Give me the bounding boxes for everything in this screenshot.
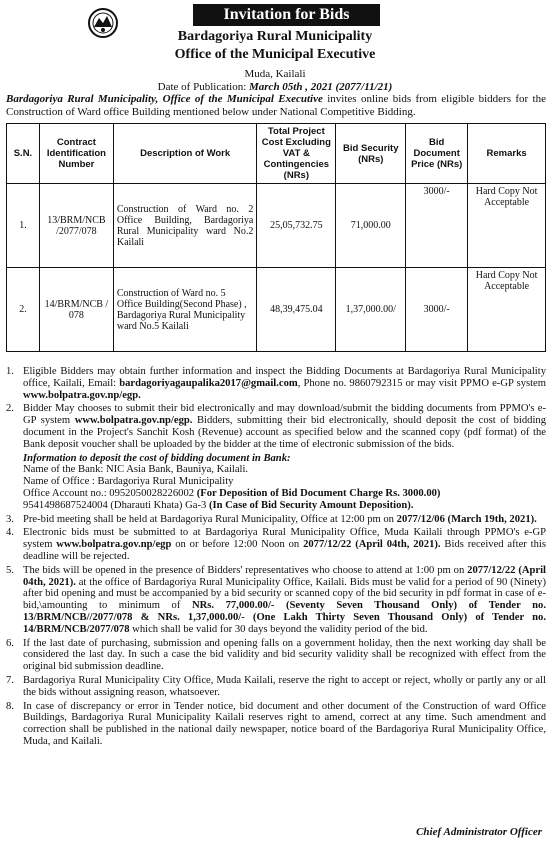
header-sn: S.N. <box>7 124 40 184</box>
office-name: Office of the Municipal Executive <box>174 47 376 62</box>
bank-info: Information to deposit the cost of bidding document in Bank: Name of the Bank: NIC Asia Bank, Bauniya, Kailali. Name of Office : Bardagoriya Rural Municipality Office Account no.: 0952050028226002 (For Deposition of Bid Document Charge Rs. 3000.00) 9541498687524004 (Dharauti Khata) Ga-3 (In Case of Bid Security Amount Deposition). <box>23 452 441 511</box>
org-name: Bardagoriya Rural Municipality <box>177 29 373 44</box>
header-cost: Total Project Cost Excluding VAT & Contingencies (NRs) <box>257 124 336 184</box>
header-remarks: Remarks <box>468 124 546 184</box>
note-4: 4. Electronic bids must be submitted to at Bardagoriya Rural Municipality Office, Muda Kailali through PPMO's e-GP system www.bolpatra.gov.np/egp on or before 12:00 Noon on 2077/12/22 (April 04th, 2021). Bids received after this deadline will be rejected. <box>6 527 546 562</box>
notes-list <box>6 366 546 750</box>
signature: Chief Administrator Officer <box>416 826 542 838</box>
note-7: 7. Bardagoriya Rural Municipality City Office, Muda Kailali, reserve the right to accept or reject, wholly or partly any or all the bids without assigning reason, whatsoever. <box>6 674 546 698</box>
header-price: Bid Document Price (NRs) <box>406 124 468 184</box>
intro-paragraph: Bardagoriya Rural Municipality, Office of the Municipal Executive invites online bids from eligible bidders for the Construction of Ward office Building mentioned below under National Competitive Bidding. <box>6 93 546 118</box>
table-row: 2. 14/BRM/NCB / 078 Construction of Ward no. 5 Office Building(Second Phase) , Bardagoriya Rural Municipality ward No.5 Kailali 48,39,475.04 1,37,000.00/ 3000/- Hard Copy Not Acceptable <box>7 268 546 352</box>
note-3: 3. Pre-bid meeting shall be held at Bardagoriya Rural Municipality, Office at 12:00 pm on 2077/12/06 (March 19th, 2021). <box>6 513 537 525</box>
header-contract: Contract Identification Number <box>39 124 113 184</box>
note-2: 2. Bidder May chooses to submit their bid electronically and may download/submit the bidding documents from PPMO's e-GP system www.bolpatra.gov.np/egp. Bidders, submitting their bid electronically, should deposit the cost of bidding document in the Project's Sanchit Kosh (Revenue) account as specified below and the scanned copy (pdf format) of the Bank deposit voucher shall be uploaded by the bidder at the time of electronic submission of the bids. <box>6 403 546 450</box>
bids-table <box>6 123 546 352</box>
banner-title: Invitation for Bids <box>193 4 380 26</box>
note-5: 5. The bids will be opened in the presence of Bidders' representatives who choose to attend at 1:00 pm on 2077/12/22 (April 04th, 2021). at the office of Bardagoriya Rural Municipality Office, Kailali. Bids must be valid for a period of 90 (Ninety) after bid opening and must be accompanied by a bid security or scanned copy of the bid security in pdf format in case of e-bid,\amounting to minimum of NRs. 77,000.00/- (Seventy Seven Thousand Only) of Tender no. 13/BRM/NCB//2077/078 & NRs. 1,37,000.00/- (One Lakh Thirty Seven Thousand Only) of Tender no. 14/BRM/NCB/2077/078 which shall be valid for 30 days beyond the validity period of the bid. <box>6 564 546 635</box>
header-security: Bid Security (NRs) <box>336 124 406 184</box>
publication-date: Date of Publication: March 05th , 2021 (2077/11/21) <box>157 81 393 93</box>
header-desc: Description of Work <box>113 124 257 184</box>
note-1: 1. Eligible Bidders may obtain further information and inspect the Bidding Documents at Bardagoriya Rural Municipality office, Kailali, Email: bardagoriyagaupalika2017@gmail.com, Phone no. 9860792315 or may visit PPMO e-GP system www.bolpatra.gov.np/egp. <box>6 366 547 401</box>
note-6: 6. If the last date of purchasing, submission and opening falls on a government holiday, then the next working day shall be considered the last day. In such a case the bid validity and bid security validity shall be recognized with effect from the original bid submission deadline. <box>6 637 546 673</box>
table-row: 1. 13/BRM/NCB /2077/078 Construction of Ward no. 2 Office Building, Bardagoriya Rural Municipality ward No.2 Kailali 25,05,732.75 71,000.00 3000/- Hard Copy Not Acceptable <box>7 184 546 268</box>
address: Muda, Kailali <box>244 68 306 80</box>
note-8: 8. In case of discrepancy or error in Tender notice, bid document and other document of the Construction of ward Office Buildings, Bardagoriya Rural Municipality Kailali reserves right to amend, correct at any time. Such amendment and correction shall be published in the national daily newspaper, notice board of the Bardagoriya Rural Municipality Office, Muda, and Kailali. <box>6 700 546 747</box>
